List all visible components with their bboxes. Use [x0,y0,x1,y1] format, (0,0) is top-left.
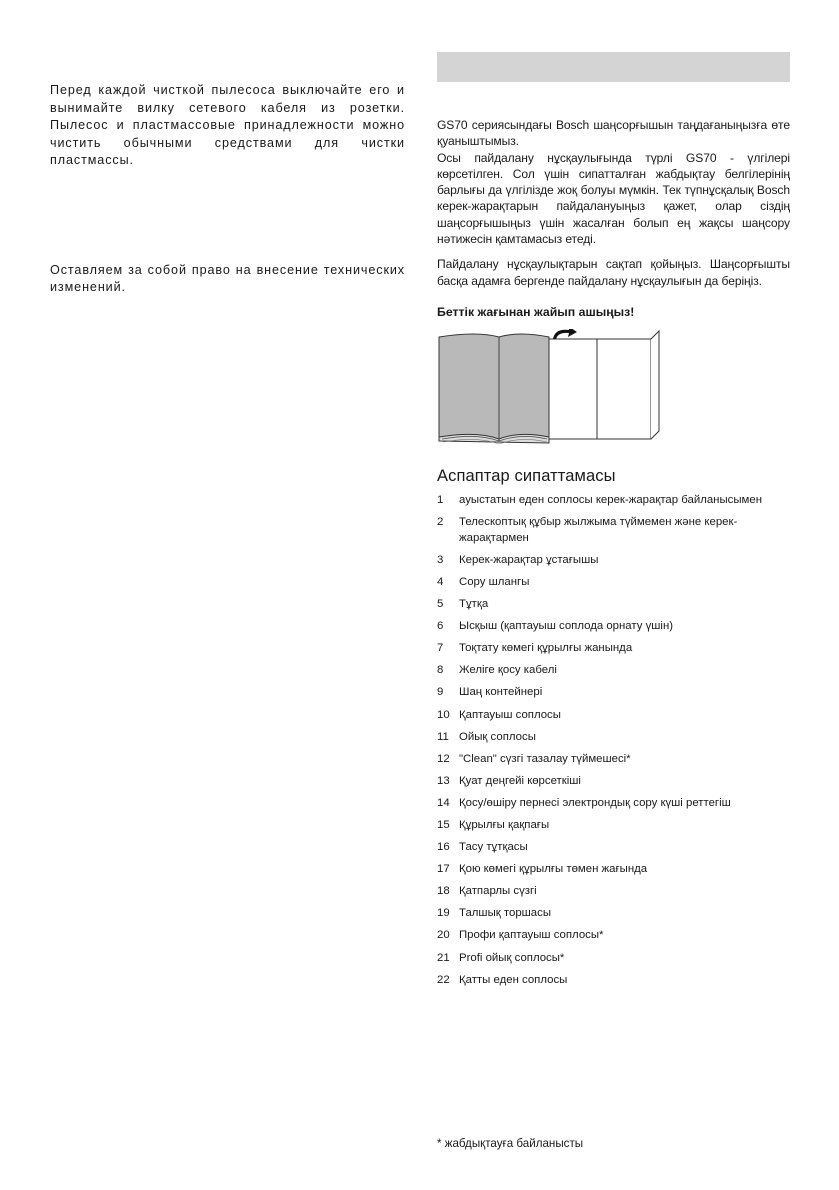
list-item: 5 Тұтқа [437,598,489,611]
list-item: 4 Сору шлангы [437,575,530,588]
equipment-footnote: * жабдықтауға байланысты [437,1137,584,1150]
parts-list [437,493,790,988]
technical-changes-note-ru: Оставляем за собой право на внесение технических изменений. [50,262,405,294]
list-item: 19 Талшық торшасы [437,907,552,920]
intro-paragraph-2: Осы пайдалану нұсқаулығында түрлі GS70 - үлгілері көрсетілген. Сол үшін сипатталған жабдықтау белгілерінің барлығы да үлгілізде жоқ болуы мүмкін. Тек түпнұсқалық Bosch керек-жарақтарын пайдалануыңыз қажет, олар сіздің шаңсорғышыңыз үшін жасалған болып ең жақсы шаңсору нәтижесін қамтамасыз етеді. [437,150,790,247]
list-item: 11 Ойық соплосы [437,730,536,743]
unfold-arrow-icon [553,329,577,339]
list-item: 2 Телескоптық құбыр жылжыма түймемен және керек-жарақтармен [437,516,738,544]
list-item: 12 "Clean" сүзгі тазалау түймешесі* [437,752,631,765]
section-header-bar [437,52,790,82]
list-item: 16 Тасу тұтқасы [437,841,528,854]
left-column [50,82,405,297]
list-item: 6 Ысқыш (қаптауыш соплода орнату үшін) [437,620,674,633]
list-item: 20 Профи қаптауыш соплосы* [437,929,604,942]
list-item: 9 Шаң контейнері [437,686,543,699]
list-item: 1 ауыстатын еден соплосы керек-жарақтар байланысымен [437,493,763,506]
list-item: 15 Құрылғы қақпағы [437,818,550,831]
list-item: 13 Қуат деңгейі көрсеткіші [437,774,581,787]
list-item: 8 Желіге қосу кабелі [437,664,557,677]
list-item: 18 Қатпарлы сүзгі [437,885,537,898]
list-item: 3 Керек-жарақтар ұстағышы [437,553,599,566]
list-item: 7 Тоқтату көмегі құрылғы жанында [437,642,633,655]
right-column [437,52,790,995]
list-item: 21 Profi ойық соплосы* [437,951,565,964]
list-item: 10 Қаптауыш соплосы [437,708,561,721]
fold-out-page-illustration [437,329,661,449]
cleaning-instructions-ru: Перед каждой чисткой пылесоса выключайте его и вынимайте вилку сетевого кабеля из розетки. Пылесос и пластмассовые принадлежности можно чистить обычными средствами для чистки пластмассы. [50,83,405,167]
intro-paragraph-3: Пайдалану нұсқаулықтарын сақтап қойыңыз. Шаңсорғышты басқа адамға бергенде пайдалану нұсқаулығын да беріңіз. [437,257,790,288]
parts-section-title: Аспаптар сипаттамасы [437,466,616,485]
list-item: 22 Қатты еден соплосы [437,973,568,986]
list-item: 17 Қою көмегі құрылғы төмен жағында [437,863,648,876]
fold-out-note: Беттік жағынан жайып ашыңыз! [437,304,635,319]
intro-paragraph-1: GS70 сериясындағы Bosch шаңсорғышын таңдағаныңызға өте қуаныштымыз. [437,118,790,149]
list-item: 14 Қосу/өшіру пернесі электрондық сору күші реттегіш [437,796,731,809]
